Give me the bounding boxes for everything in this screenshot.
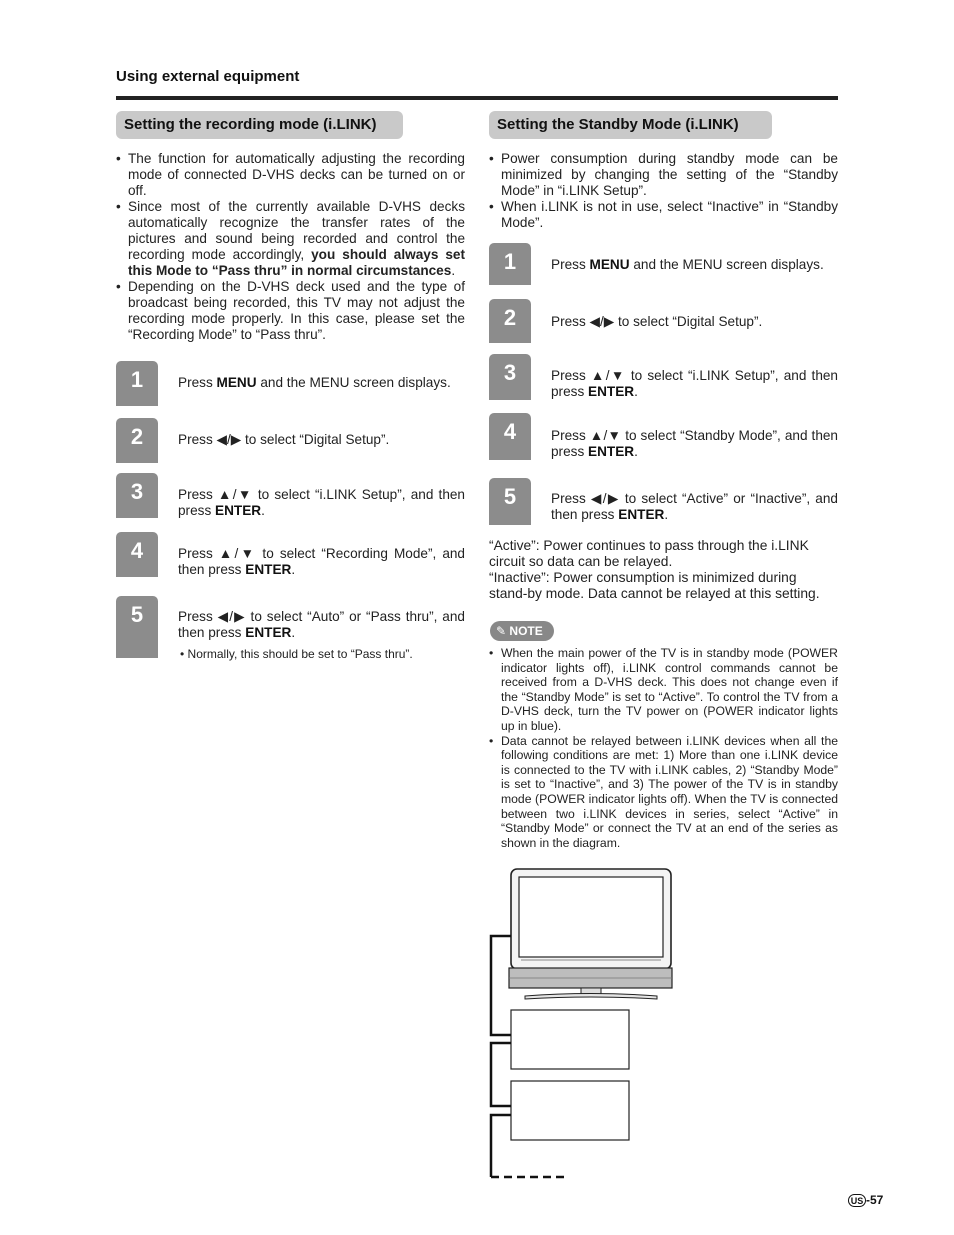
tv-illustration [509,869,672,999]
region-badge: US [848,1194,866,1207]
right-step-5-number: 5 [489,478,531,525]
inactive-description: “Inactive”: Power consumption is minimized during stand-by mode. Data cannot be relayed at this setting. [489,570,820,601]
note-item-2: • Data cannot be relayed between i.LINK devices when all the following conditions are met: 1) More than one i.LINK device is connected to the TV with i.LINK cables, 2) “Standby Mode” is set to “Inactive”, and 3) The power of the TV is in standby mode (POWER indicator lights off). When the TV is connected between two i.LINK devices in series, select “Active” in “Standby Mode” or connect the TV at an end of the series as shown in the diagram. [489,734,838,851]
right-bullet-list [489,151,838,231]
right-step-5-text: Press ◀/▶ to select “Active” or “Inactive”, and then press ENTER. [551,491,838,522]
right-step-1-text: Press MENU and the MENU screen displays. [551,257,824,272]
right-step-3-text: Press ▲/▼ to select “i.LINK Setup”, and then press ENTER. [551,368,838,399]
left-bullet-list [116,151,465,343]
page-number-text: -57 [866,1193,884,1207]
header-rule [116,96,838,100]
left-bullet-1: • The function for automatically adjusting the recording mode of connected D-VHS decks can be turned on or off. [116,151,465,199]
note-item-1: • When the main power of the TV is in standby mode (POWER indicator lights off), i.LINK control commands cannot be received from a D-VHS deck. This does not change even if the “Standby Mode” is set to “Active”. To control the TV from a D-VHS deck, turn the TV power on (POWER indicator lights up in blue). [489,646,838,734]
note-label: NOTE [509,624,543,638]
left-step-5-note: • Normally, this should be set to “Pass thru”. [180,647,413,661]
right-step-3-number: 3 [489,354,531,400]
right-bullet-1: • Power consumption during standby mode can be minimized by changing the setting of the “Standby Mode” in “i.LINK Setup”. [489,151,838,199]
page-number [848,1193,883,1207]
active-description: “Active”: Power continues to pass through the i.LINK circuit so data can be relayed. [489,538,809,569]
note-badge [490,621,554,641]
left-bullet-3: • Depending on the D-VHS deck used and the type of broadcast being recorded, this TV may not adjust the recording mode properly. In this case, please set the “Recording Mode” to “Pass thru”. [116,279,465,343]
left-step-5-number: 5 [116,596,158,658]
left-step-2-number: 2 [116,418,158,463]
right-step-2-text: Press ◀/▶ to select “Digital Setup”. [551,314,763,329]
note-list [489,646,838,850]
right-section-header: Setting the Standby Mode (i.LINK) [489,111,772,139]
dvhs-deck-2 [511,1081,629,1140]
left-step-4-number: 4 [116,532,158,577]
left-step-3-text: Press ▲/▼ to select “i.LINK Setup”, and then press ENTER. [178,487,465,518]
dvhs-deck-1 [511,1010,629,1069]
pencil-icon: ✎ [496,624,507,638]
section-title: Using external equipment [116,68,300,85]
left-step-5-text: Press ◀/▶ to select “Auto” or “Pass thru”, and then press ENTER. [178,609,465,640]
left-step-4-text: Press ▲/▼ to select “Recording Mode”, and then press ENTER. [178,546,465,577]
left-step-1-text: Press MENU and the MENU screen displays. [178,375,451,390]
left-section-header: Setting the recording mode (i.LINK) [116,111,403,139]
right-step-2-number: 2 [489,299,531,343]
right-step-4-number: 4 [489,413,531,460]
left-step-2-text: Press ◀/▶ to select “Digital Setup”. [178,432,390,447]
right-step-1-number: 1 [489,243,531,285]
right-step-4-text: Press ▲/▼ to select “Standby Mode”, and then press ENTER. [551,428,838,459]
right-bullet-2: • When i.LINK is not in use, select “Inactive” in “Standby Mode”. [489,199,838,231]
ilink-connection-diagram [485,865,685,1185]
left-bullet-2: • Since most of the currently available D-VHS decks automatically recognize the transfer rates of the pictures and sound being recorded and control the recording mode accordingly, you should always set this Mode to “Pass thru” in normal circumstances. [116,199,465,279]
left-step-3-number: 3 [116,473,158,518]
left-step-1-number: 1 [116,361,158,406]
